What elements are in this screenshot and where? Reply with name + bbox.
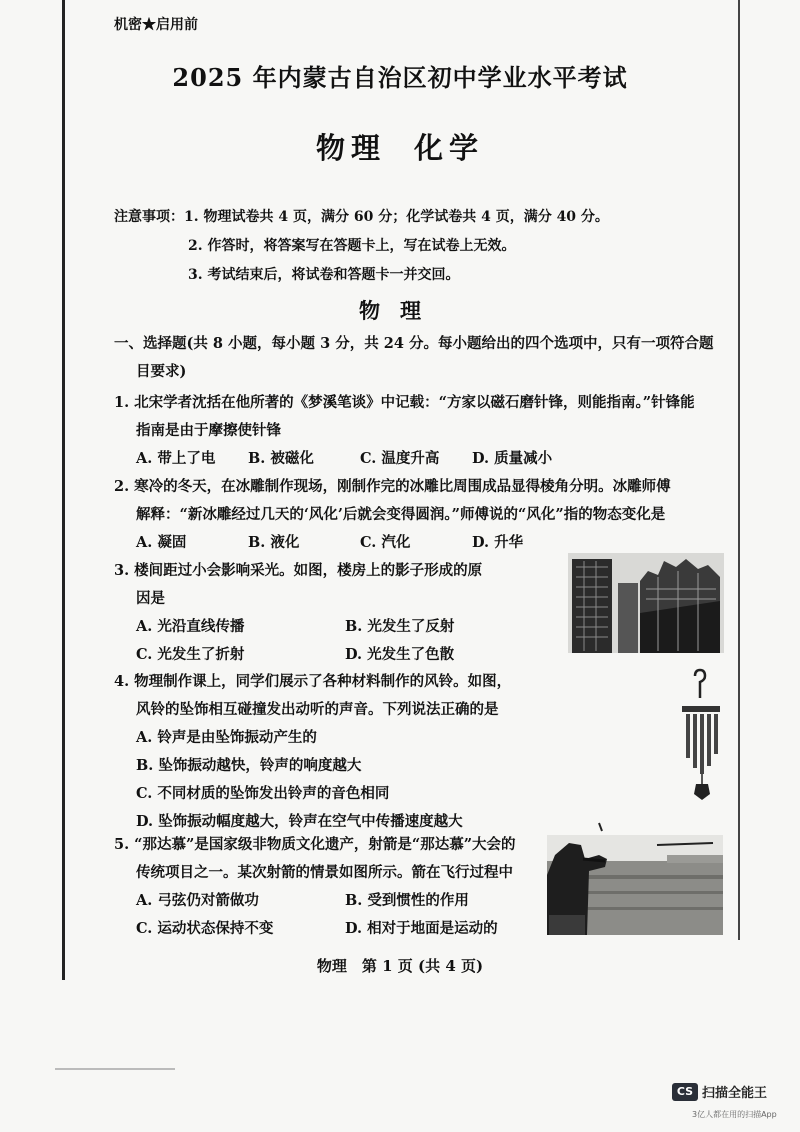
option-c: C. 不同材质的坠饰发出铃声的音色相同 [136,785,390,802]
hook [695,670,705,698]
question-4 [114,668,554,836]
chime-tube [714,714,718,754]
option-a: A. 凝固 [136,534,187,551]
scanner-watermark [672,1082,767,1101]
option-c: C. 汽化 [360,534,411,551]
buildings-shadow-figure [568,553,724,653]
chime-tube [707,714,711,766]
question-line: 2. 寒冷的冬天，在冰雕制作现场，刚制作完的冰雕比周围成品显得棱角分明。冰雕师傅 [114,478,671,495]
chime-pendant [694,784,710,800]
question-2 [114,473,728,557]
secret-mark: 机密★启用前 [114,17,198,33]
subject-physics: 物理 [315,131,386,165]
scan-smudge [55,1068,175,1070]
option-b: B. 被磁化 [248,450,314,467]
chime-top [682,706,720,712]
option-d: D. 质量减小 [472,450,553,467]
option-d: D. 相对于地面是运动的 [345,920,498,937]
option-b: B. 受到惯性的作用 [345,892,469,909]
wind-chime-figure [676,668,726,804]
part-heading-line: 目要求) [136,363,187,380]
question-line: 传统项目之一。某次射箭的情景如图所示。箭在飞行过程中 [136,864,513,881]
option-d: D. 升华 [472,534,524,551]
option-c: C. 运动状态保持不变 [136,920,274,937]
part-heading-line: 一、选择题(共 8 小题，每小题 3 分，共 24 分。每小题给出的四个选项中，只有一项符合题 [114,335,714,352]
question-5 [114,831,554,943]
chime-tube [686,714,690,758]
notes-label: 注意事项： [114,209,184,225]
option-a: A. 弓弦仍对箭做功 [136,892,259,909]
note-item: 1. 物理试卷共 4 页，满分 60 分；化学试卷共 4 页，满分 40 分。 [184,209,609,225]
question-line: 4. 物理制作课上，同学们展示了各种材料制作的风铃。如图， [114,673,512,690]
options [114,915,554,943]
option-a: A. 铃声是由坠饰振动产生的 [136,729,317,746]
scanner-slogan: 3亿人都在用的扫描App [692,1110,777,1119]
chime-tube [693,714,697,768]
question-line: 1. 北宋学者沈括在他所著的《梦溪笔谈》中记载：“方家以磁石磨针锋，则能指南。”针锋能 [114,394,695,411]
notes-block [114,203,609,290]
note-row-3 [114,261,609,290]
chime-tube [700,714,704,774]
option-a: A. 带上了电 [136,450,216,467]
note-row-1 [114,203,609,232]
question-3 [114,557,554,669]
option-c: C. 温度升高 [360,450,440,467]
archery-figure [547,815,723,935]
question-line: 指南是由于摩擦使针锋 [136,422,281,439]
question-line: 因是 [136,590,165,607]
option-c: C. 光发生了折射 [136,646,245,663]
option-b: B. 坠饰振动越快，铃声的响度越大 [136,757,362,774]
exam-title: 2025 年内蒙古自治区初中学业水平考试 [172,63,628,92]
note-row-2 [114,232,609,261]
option-b: B. 液化 [248,534,300,551]
question-line: 风铃的坠饰相互碰撞发出动听的声音。下列说法正确的是 [136,701,499,718]
options [114,641,554,669]
subject-title [0,126,800,167]
building-left [572,559,612,653]
scanner-brand-name: 扫描全能王 [702,1086,768,1101]
scanner-logo-icon: CS [672,1083,698,1101]
building-middle [618,583,638,653]
options [114,445,728,473]
option-d: D. 坠饰振动幅度越大，铃声在空气中传播速度越大 [136,813,463,830]
options [114,613,554,641]
question-line: 解释：“新冰雕经过几天的‘风化’后就会变得圆润。”师傅说的“风化”指的物态变化是 [136,506,666,523]
question-1 [114,389,728,473]
subject-chemistry: 化学 [414,131,485,165]
archer-arm [583,859,605,861]
option-d: D. 光发生了色散 [345,646,455,663]
distant-buildings [667,855,723,863]
options [114,887,554,915]
part-heading [114,330,728,386]
question-line: 5. “那达慕”是国家级非物质文化遗产，射箭是“那达慕”大会的 [114,836,516,853]
option-a: A. 光沿直线传播 [136,618,245,635]
option-b: B. 光发生了反射 [345,618,455,635]
question-line: 3. 楼间距过小会影响采光。如图，楼房上的影子形成的原 [114,562,483,579]
section-title: 物理 [359,298,441,323]
note-item: 3. 考试结束后，将试卷和答题卡一并交回。 [188,267,460,283]
note-item: 2. 作答时，将答案写在答题卡上，写在试卷上无效。 [188,238,516,254]
bow-tip [599,823,602,831]
page-footer: 物理 第 1 页 (共 4 页) [316,957,484,975]
